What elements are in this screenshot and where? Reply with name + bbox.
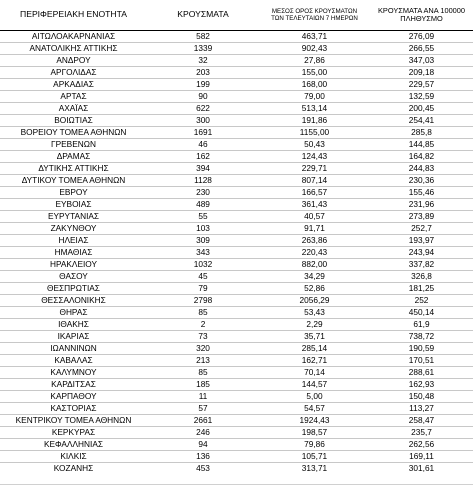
cell-per100k: 162,93 [370,378,473,390]
cell-cases: 622 [147,102,259,114]
cell-avg7: 1155,00 [259,126,370,138]
cell-per100k: 200,45 [370,102,473,114]
cell-avg7: 902,43 [259,42,370,54]
cell-cases: 73 [147,330,259,342]
cell-per100k: 181,25 [370,282,473,294]
table-row [0,222,473,234]
cell-avg7: 198,57 [259,426,370,438]
cell-avg7: 79,00 [259,90,370,102]
cell-region: ΓΡΕΒΕΝΩΝ [0,138,147,150]
cell-cases: 55 [147,210,259,222]
cell-per100k: 61,9 [370,318,473,330]
cell-per100k: 258,47 [370,414,473,426]
table-row [0,258,473,270]
table-row [0,66,473,78]
table-row [0,102,473,114]
table-header [0,0,473,30]
cell-region: ΗΜΑΘΙΑΣ [0,246,147,258]
cell-per100k: 243,94 [370,246,473,258]
cell-cases: 582 [196,30,210,41]
table-row [0,30,473,42]
table-row [0,378,473,390]
cell-region: ΑΝΑΤΟΛΙΚΗΣ ΑΤΤΙΚΗΣ [0,42,147,54]
cell-region: ΚΙΛΚΙΣ [0,450,147,462]
cell-avg7: 27,86 [259,54,370,66]
table-row [0,450,473,462]
cell-cases: 1032 [147,258,259,270]
cell-cases: 85 [147,366,259,378]
cell-region: ΚΟΖΑΝΗΣ [0,462,147,474]
cell-region: ΕΥΡΥΤΑΝΙΑΣ [0,210,147,222]
cell-avg7: 168,00 [259,78,370,90]
header-avg7-line2: ΤΩΝ ΤΕΛΕΥΤΑΙΩΝ 7 ΗΜΕΡΩΝ [271,14,358,22]
cell-per100k: 738,72 [370,330,473,342]
table-row [0,234,473,246]
cell-region: ΔΥΤΙΚΟΥ ΤΟΜΕΑ ΑΘΗΝΩΝ [0,174,147,186]
cell-cases: 489 [147,198,259,210]
cell-avg7: 285,14 [259,342,370,354]
cell-per100k: 244,83 [370,162,473,174]
cell-region: ΚΑΛΥΜΝΟΥ [0,366,147,378]
cell-region: ΑΧΑΪΑΣ [0,102,147,114]
cell-cases: 79 [147,282,259,294]
cell-region: ΚΑΒΑΛΑΣ [0,354,147,366]
cell-cases: 213 [147,354,259,366]
cell-per100k: 193,97 [370,234,473,246]
cell-per100k: 347,03 [370,54,473,66]
table-row [0,366,473,378]
cell-per100k: 132,59 [370,90,473,102]
cell-avg7: 882,00 [259,258,370,270]
cell-avg7: 220,43 [259,246,370,258]
cell-per100k: 252 [370,294,473,306]
cell-per100k: 235,7 [370,426,473,438]
cell-cases: 394 [147,162,259,174]
table-row [0,174,473,186]
table-row [0,426,473,438]
cell-per100k: 170,51 [370,354,473,366]
cell-region: ΚΑΡΔΙΤΣΑΣ [0,378,147,390]
cell-avg7: 35,71 [259,330,370,342]
cell-avg7: 2056,29 [259,294,370,306]
cell-per100k: 230,36 [370,174,473,186]
table-row [0,162,473,174]
cell-cases: 162 [147,150,259,162]
cell-per100k: 273,89 [370,210,473,222]
cell-per100k: 229,57 [370,78,473,90]
cell-avg7: 50,43 [259,138,370,150]
header-per100k-line1: ΚΡΟΥΣΜΑΤΑ ΑΝΑ 100000 [377,5,466,15]
cell-avg7: 807,14 [259,174,370,186]
cell-per100k: 288,61 [370,366,473,378]
table-row [0,462,473,474]
cell-per100k: 113,27 [370,402,473,414]
table-row [0,270,473,282]
cell-avg7: 155,00 [259,66,370,78]
table-row [0,210,473,222]
cell-cases: 185 [147,378,259,390]
cell-per100k: 209,18 [370,66,473,78]
table-row [0,282,473,294]
cell-region: ΘΑΣΟΥ [0,270,147,282]
cell-region: ΖΑΚΥΝΘΟΥ [0,222,147,234]
cell-cases: 2798 [147,294,259,306]
cell-region: ΑΡΚΑΔΙΑΣ [0,78,147,90]
cell-per100k: 285,8 [370,126,473,138]
cell-region: ΚΕΦΑΛΛΗΝΙΑΣ [0,438,147,450]
cell-per100k: 252,7 [370,222,473,234]
header-per100k [370,0,473,30]
cell-region: ΚΕΝΤΡΙΚΟΥ ΤΟΜΕΑ ΑΘΗΝΩΝ [0,414,147,426]
cell-region: ΕΒΡΟΥ [0,186,147,198]
header-region: ΠΕΡΙΦΕΡΕΙΑΚΗ ΕΝΟΤΗΤΑ [20,9,127,20]
cell-region: ΒΟΡΕΙΟΥ ΤΟΜΕΑ ΑΘΗΝΩΝ [0,126,147,138]
cell-region: ΘΕΣΠΡΩΤΙΑΣ [0,282,147,294]
cell-cases: 103 [147,222,259,234]
cell-per100k: 301,61 [370,462,473,474]
table-row [0,342,473,354]
cell-cases: 2661 [147,414,259,426]
cell-region: ΒΟΙΩΤΙΑΣ [0,114,147,126]
header-avg7-line1: ΜΕΣΟΣ ΟΡΟΣ ΚΡΟΥΣΜΑΤΩΝ [271,7,358,15]
cell-region: ΑΝΔΡΟΥ [0,54,147,66]
table-row [0,354,473,366]
cell-region: ΕΥΒΟΙΑΣ [0,198,147,210]
cell-cases: 246 [147,426,259,438]
cell-cases: 300 [147,114,259,126]
cell-avg7: 40,57 [259,210,370,222]
cell-avg7: 70,14 [259,366,370,378]
cell-per100k: 337,82 [370,258,473,270]
cell-avg7: 79,86 [259,438,370,450]
cell-cases: 2 [147,318,259,330]
cell-region: ΗΡΑΚΛΕΙΟΥ [0,258,147,270]
cell-cases: 45 [147,270,259,282]
cell-avg7: 191,86 [259,114,370,126]
cell-avg7: 105,71 [259,450,370,462]
cell-region: ΔΡΑΜΑΣ [0,150,147,162]
cell-cases: 199 [147,78,259,90]
cell-cases: 1128 [147,174,259,186]
cell-per100k: 262,56 [370,438,473,450]
cell-region: ΚΑΡΠΑΘΟΥ [0,390,147,402]
table-row [0,78,473,90]
cell-cases: 453 [147,462,259,474]
cell-per100k: 231,96 [370,198,473,210]
cell-cases: 94 [147,438,259,450]
cell-cases: 309 [147,234,259,246]
table-row [0,90,473,102]
cell-region: ΙΚΑΡΙΑΣ [0,330,147,342]
cell-avg7: 52,86 [259,282,370,294]
cell-cases: 1339 [147,42,259,54]
cell-avg7: 144,57 [259,378,370,390]
header-cases: ΚΡΟΥΣΜΑΤΑ [177,9,229,20]
table-row [0,246,473,258]
cell-avg7: 162,71 [259,354,370,366]
cell-per100k: 190,59 [370,342,473,354]
cell-per100k: 144,85 [370,138,473,150]
cell-cases: 85 [147,306,259,318]
cell-region: ΗΛΕΙΑΣ [0,234,147,246]
cell-avg7: 1924,43 [259,414,370,426]
cell-cases: 57 [147,402,259,414]
table-row [0,414,473,426]
cell-region: ΘΕΣΣΑΛΟΝΙΚΗΣ [0,294,147,306]
cell-avg7: 34,29 [259,270,370,282]
cell-per100k: 326,8 [370,270,473,282]
cell-avg7: 124,43 [259,150,370,162]
cell-avg7: 166,57 [259,186,370,198]
cell-per100k: 155,46 [370,186,473,198]
cell-avg7: 463,71 [301,30,328,41]
cell-region: ΘΗΡΑΣ [0,306,147,318]
cell-avg7: 513,14 [259,102,370,114]
table-row [0,126,473,138]
cell-avg7: 5,00 [259,390,370,402]
cell-cases: 11 [147,390,259,402]
table-row [0,306,473,318]
cell-cases: 46 [147,138,259,150]
table-row [0,198,473,210]
cell-per100k: 150,48 [370,390,473,402]
header-avg7 [259,0,370,30]
table-row [0,294,473,306]
table-body [0,30,473,474]
table-bottom-divider [0,484,473,485]
cell-avg7: 2,29 [259,318,370,330]
cell-region: ΑΙΤΩΛΟΑΚΑΡΝΑΝΙΑΣ [31,30,116,41]
cell-per100k: 164,82 [370,150,473,162]
table-row [0,390,473,402]
table-row [0,114,473,126]
table-row [0,318,473,330]
cell-avg7: 53,43 [259,306,370,318]
cell-region: ΙΩΑΝΝΙΝΩΝ [0,342,147,354]
cell-avg7: 229,71 [259,162,370,174]
table-row [0,42,473,54]
table-row [0,186,473,198]
cell-region: ΚΕΡΚΥΡΑΣ [0,426,147,438]
cell-per100k: 266,55 [370,42,473,54]
cell-cases: 90 [147,90,259,102]
table-row [0,150,473,162]
cell-avg7: 361,43 [259,198,370,210]
cell-avg7: 313,71 [259,462,370,474]
table-row [0,402,473,414]
cell-region: ΑΡΤΑΣ [0,90,147,102]
cell-per100k: 450,14 [370,306,473,318]
cell-cases: 343 [147,246,259,258]
cell-avg7: 54,57 [259,402,370,414]
cell-region: ΔΥΤΙΚΗΣ ΑΤΤΙΚΗΣ [0,162,147,174]
cell-cases: 1691 [147,126,259,138]
cell-cases: 230 [147,186,259,198]
cell-region: ΙΘΑΚΗΣ [0,318,147,330]
table-row [0,138,473,150]
table-row [0,54,473,66]
cell-per100k: 276,09 [408,30,435,41]
header-per100k-line2: ΠΛΗΘΥΣΜΟ [400,13,443,23]
table-row [0,330,473,342]
cell-cases: 32 [147,54,259,66]
cell-avg7: 91,71 [259,222,370,234]
table-row [0,438,473,450]
cell-cases: 136 [147,450,259,462]
cell-avg7: 263,86 [259,234,370,246]
cell-per100k: 169,11 [370,450,473,462]
cell-per100k: 254,41 [370,114,473,126]
cell-cases: 320 [147,342,259,354]
cell-region: ΑΡΓΟΛΙΔΑΣ [0,66,147,78]
cell-region: ΚΑΣΤΟΡΙΑΣ [0,402,147,414]
cell-cases: 203 [147,66,259,78]
